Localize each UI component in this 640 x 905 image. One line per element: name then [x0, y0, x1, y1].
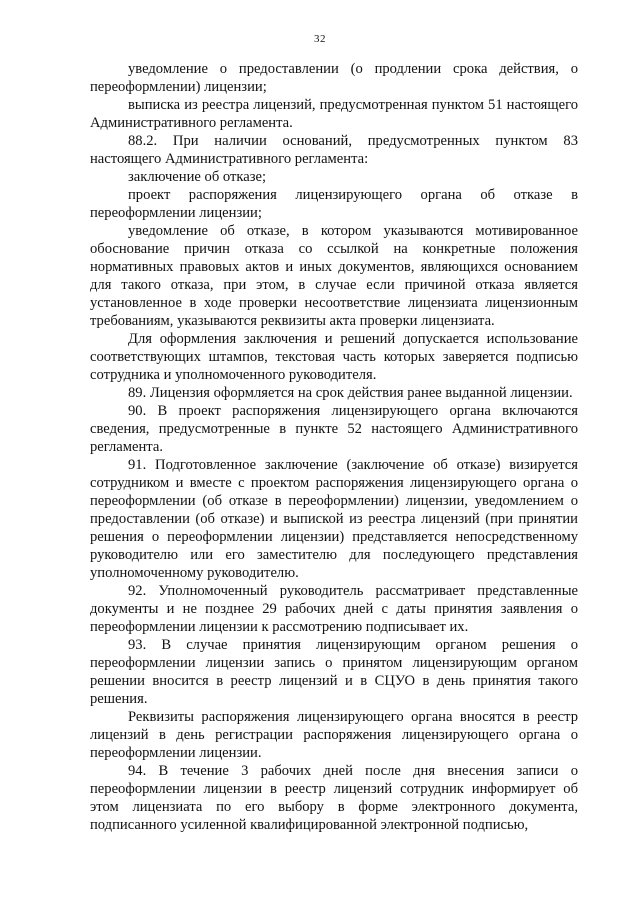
document-body — [90, 60, 578, 834]
paragraph: уведомление о предоставлении (о продлении срока действия, о переоформлении) лицензии; — [90, 61, 578, 95]
paragraph: 88.2. При наличии оснований, предусмотренных пунктом 83 настоящего Административного регламента: — [90, 133, 578, 167]
paragraph: Реквизиты распоряжения лицензирующего органа вносятся в реестр лицензий в день регистрации распоряжения лицензирующего органа о переоформлении лицензии. — [90, 709, 578, 761]
paragraph: 89. Лицензия оформляется на срок действия ранее выданной лицензии. — [128, 385, 573, 401]
paragraph: 94. В течение 3 рабочих дней после дня внесения записи о переоформлении лицензии в реестр лицензий сотрудник информирует об этом лицензиата по его выбору в форме электронного документа, подписанного усиленной квалифицированной электронной подписью, — [90, 763, 578, 833]
paragraph: проект распоряжения лицензирующего органа об отказе в переоформлении лицензии; — [90, 187, 578, 221]
paragraph: 93. В случае принятия лицензирующим органом решения о переоформлении лицензии запись о принятом лицензирующим органом решении вносится в реестр лицензий и в СЦУО в день принятия такого решения. — [90, 637, 578, 707]
paragraph: Для оформления заключения и решений допускается использование соответствующих штампов, текстовая часть которых заверяется подписью сотрудника и уполномоченного руководителя. — [90, 331, 578, 383]
paragraph: уведомление об отказе, в котором указываются мотивированное обоснование причин отказа со ссылкой на конкретные положения нормативных правовых актов и иных документов, являющихся основанием для такого отказа, при этом, в случае если причиной отказа является установленное в ходе проверки несоответствие лицензиата лицензионным требованиям, указываются реквизиты акта проверки лицензиата. — [90, 223, 578, 329]
paragraph: 91. Подготовленное заключение (заключение об отказе) визируется сотрудником и вместе с проектом распоряжения лицензирующего органа о переоформлении (об отказе в переоформлении) лицензии, уведомлением о предоставлении (об отказе) и выпиской из реестра лицензий (при принятии решения о переоформлении лицензии) представляется непосредственному руководителю или его заместителю для последующего представления уполномоченному руководителю. — [90, 457, 578, 581]
paragraph: 92. Уполномоченный руководитель рассматривает представленные документы и не позднее 29 рабочих дней с даты принятия заявления о переоформлении лицензии к рассмотрению подписывает их. — [90, 583, 578, 635]
paragraph: заключение об отказе; — [128, 169, 267, 185]
page-number: 32 — [314, 33, 326, 45]
paragraph: 90. В проект распоряжения лицензирующего органа включаются сведения, предусмотренные в пункте 52 настоящего Административного регламента. — [90, 403, 578, 455]
paragraph: выписка из реестра лицензий, предусмотренная пунктом 51 настоящего Административного регламента. — [90, 97, 578, 131]
